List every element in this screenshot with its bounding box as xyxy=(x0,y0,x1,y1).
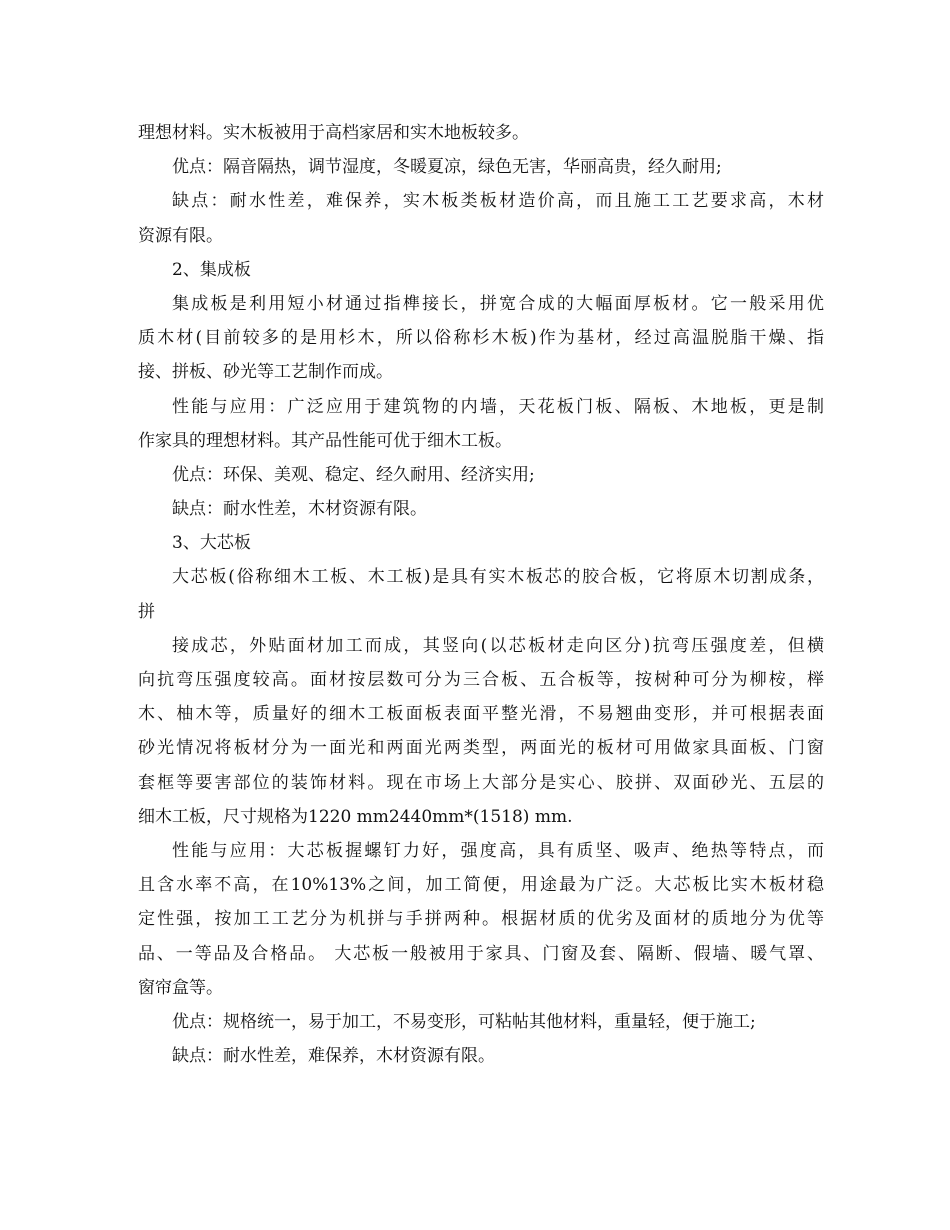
text-line: 定性强，按加工工艺分为机拼与手拼两种。根据材质的优劣及面材的质地分为优等 xyxy=(138,909,824,930)
text-line: 集成板是利用短小材通过指榫接长，拼宽合成的大幅面厚板材。它一般采用优 xyxy=(172,293,824,314)
text-line: 性能与应用：大芯板握螺钉力好，强度高，具有质坚、吸声、绝热等特点，而 xyxy=(172,840,824,861)
text-line: 且含水率不高，在10%13%之间，加工简便，用途最为广泛。大芯板比实木板材稳 xyxy=(138,875,824,896)
text-line: 接、拼板、砂光等工艺制作而成。 xyxy=(138,362,393,383)
text-line: 缺点：耐水性差，难保养，木材资源有限。 xyxy=(172,1046,495,1067)
text-line: 资源有限。 xyxy=(138,225,223,246)
text-line: 向抗弯压强度较高。面材按层数可分为三合板、五合板等，按树种可分为柳桉，榉 xyxy=(138,670,824,690)
text-line: 优点：隔音隔热，调节湿度，冬暖夏凉，绿色无害，华丽高贵，经久耐用; xyxy=(172,157,722,178)
section-heading: 2、集成板 xyxy=(172,259,251,280)
document-body xyxy=(138,116,824,1073)
section-heading: 3、大芯板 xyxy=(172,533,251,554)
text-line: 品、一等品及合格品。 大芯板一般被用于家具、门窗及套、隔断、假墙、暖气罩、 xyxy=(138,943,824,964)
text-line: 大芯板(俗称细木工板、木工板)是具有实木板芯的胶合板，它将原木切割成条， xyxy=(172,567,824,588)
text-line: 理想材料。实木板被用于高档家居和实木地板较多。 xyxy=(138,123,529,143)
text-line: 套框等要害部位的装饰材料。现在市场上大部分是实心、胶拼、双面砂光、五层的 xyxy=(138,772,824,793)
text-line: 接成芯，外贴面材加工而成，其竖向(以芯板材走向区分)抗弯压强度差，但横 xyxy=(172,635,824,656)
text-line: 缺点：耐水性差，难保养，实木板类板材造价高，而且施工工艺要求高，木材 xyxy=(172,191,824,212)
text-line: 细木工板，尺寸规格为1220 mm2440mm*(1518) mm. xyxy=(138,806,573,827)
text-line: 质木材(目前较多的是用杉木，所以俗称杉木板)作为基材，经过高温脱脂干燥、指 xyxy=(138,328,824,349)
text-line: 木、柚木等，质量好的细木工板面板表面平整光滑，不易翘曲变形，并可根据表面 xyxy=(138,704,824,725)
text-line: 优点：规格统一，易于加工，不易变形，可粘帖其他材料，重量轻，便于施工; xyxy=(172,1011,756,1032)
text-line: 缺点：耐水性差，木材资源有限。 xyxy=(172,499,427,520)
text-line: 砂光情况将板材分为一面光和两面光两类型，两面光的板材可用做家具面板、门窗 xyxy=(138,738,824,759)
text-line: 拼 xyxy=(138,601,155,622)
text-line: 性能与应用：广泛应用于建筑物的内墙，天花板门板、隔板、木地板，更是制 xyxy=(172,396,824,417)
text-line: 作家具的理想材料。其产品性能可优于细木工板。 xyxy=(138,430,512,451)
text-line: 优点：环保、美观、稳定、经久耐用、经济实用; xyxy=(172,464,535,485)
text-line: 窗帘盒等。 xyxy=(138,977,223,998)
